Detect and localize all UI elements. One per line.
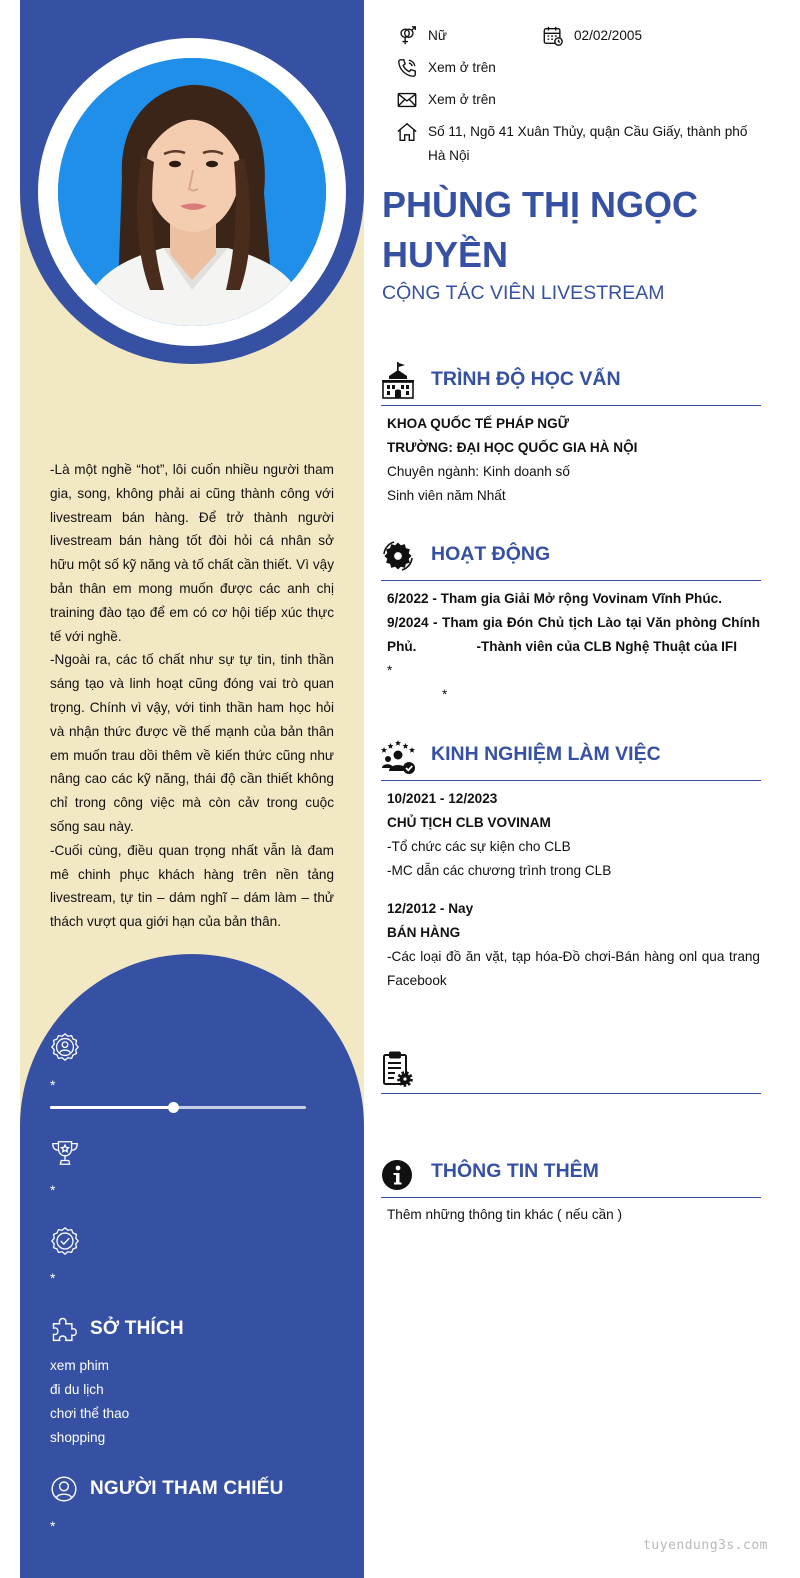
birthdate-value: 02/02/2005 [574, 28, 643, 43]
trophy-icon [50, 1138, 80, 1168]
objective-paragraph: -Ngoài ra, các tố chất như sự tự tin, tinh thần sáng tạo và linh hoạt cũng đóng vai trò quan trọng. Chính vì vậy, với tinh thần ham học hỏi và nhận thức được về thế mạnh của bản thân em muốn trau dồi thêm về kiến thức cũng như nâng cao các kỹ năng, thái độ cần thiết không chỉ trong công việc mà còn cảv trong cuộc sống sau này. [50, 652, 334, 834]
list-item: đi du lịch [50, 1382, 104, 1397]
job-detail: -Tổ chức các sự kiện cho CLB [387, 839, 571, 854]
references-title: NGƯỜI THAM CHIẾU [90, 1478, 284, 1499]
left-column [20, 0, 364, 1578]
badge-check-icon [50, 1226, 80, 1256]
job-detail: -MC dẫn các chương trình trong CLB [387, 863, 612, 878]
info-icon [381, 1154, 415, 1192]
hobbies-list [50, 1354, 129, 1450]
list-item: chơi thể thao [50, 1406, 130, 1421]
email-icon [396, 89, 418, 111]
phone-row [396, 56, 496, 80]
experience-job [387, 897, 760, 993]
phone-value: Xem ở trên [428, 60, 496, 75]
candidate-role: CỘNG TÁC VIÊN LIVESTREAM [382, 282, 665, 304]
education-year: Sinh viên năm Nhất [387, 488, 506, 503]
list-item: xem phim [50, 1358, 109, 1373]
hobbies-heading [50, 1315, 184, 1343]
objective-paragraph: -Cuối cùng, điều quan trọng nhất vẫn là đam mê chinh phục khách hàng trên nền tảng livestream, tự tin – dám nghĩ – dám làm – thử thách vượt qua giới hạn của bản thân. [50, 842, 334, 930]
job-period: 12/2012 - Nay [387, 901, 474, 916]
extra-body [387, 1203, 760, 1227]
activities-body [387, 587, 760, 707]
email-value: Xem ở trên [428, 92, 496, 107]
gender-value: Nữ [428, 28, 447, 43]
calendar-icon [542, 25, 564, 47]
education-school: TRƯỜNG: ĐẠI HỌC QUỐC GIA HÀ NỘI [387, 440, 638, 455]
education-body [387, 412, 760, 508]
education-faculty: KHOA QUỐC TẾ PHÁP NGỮ [387, 416, 569, 431]
portrait-image [58, 58, 326, 326]
extra-heading [381, 1150, 761, 1198]
avatar-frame [20, 20, 364, 364]
skill-level-knob[interactable] [168, 1102, 179, 1113]
experience-job [387, 787, 760, 883]
avatar [58, 58, 326, 326]
address-row [396, 120, 760, 168]
activity-item: 6/2022 - Tham gia Giải Mở rộng Vovinam Vĩnh Phúc. [387, 591, 722, 606]
career-objective [50, 458, 334, 934]
extra-title: THÔNG TIN THÊM [431, 1160, 599, 1182]
skills-placeholder: * [50, 1077, 56, 1093]
job-position: CHỦ TỊCH CLB VOVINAM [387, 815, 551, 830]
skill-level-slider[interactable] [50, 1106, 306, 1109]
education-heading [381, 358, 761, 406]
job-position: BÁN HÀNG [387, 925, 461, 940]
list-item: shopping [50, 1430, 106, 1445]
candidate-name: PHÙNG THỊ NGỌC HUYỀN [382, 184, 699, 275]
experience-title: KINH NGHIỆM LÀM VIỆC [431, 743, 661, 765]
puzzle-icon [50, 1315, 78, 1343]
phone-icon [396, 57, 418, 79]
clipboard-icon [381, 1050, 415, 1088]
job-period: 10/2021 - 12/2023 [387, 791, 498, 806]
empty-section-heading [381, 1046, 761, 1094]
awards-placeholder: * [50, 1182, 56, 1198]
activity-placeholder: * [442, 687, 448, 702]
activity-item: 9/2024 - Tham gia Đón Chủ tịch Lào tại Văn phòng Chính Phủ. -Thành viên của CLB Nghệ Thuật của IFI [387, 615, 760, 654]
experience-heading [381, 733, 761, 781]
birthdate-row [542, 24, 642, 48]
school-icon [381, 362, 415, 400]
references-placeholder: * [50, 1518, 56, 1534]
extra-text: Thêm những thông tin khác ( nếu cần ) [387, 1207, 623, 1222]
education-title: TRÌNH ĐỘ HỌC VẤN [431, 368, 621, 390]
job-detail: -Các loại đồ ăn vặt, tạp hóa-Đồ chơi-Bán hàng onl qua trang Facebook [387, 949, 760, 988]
gender-row [396, 24, 447, 48]
references-heading [50, 1475, 284, 1503]
address-value: Số 11, Ngõ 41 Xuân Thủy, quận Cầu Giấy, thành phố Hà Nội [428, 124, 748, 163]
activities-title: HOẠT ĐỘNG [431, 543, 551, 565]
home-icon [396, 121, 418, 143]
objective-paragraph: -Là một nghề “hot”, lôi cuốn nhiều người tham gia, song, không phải ai cũng thành công với livestream bán hàng. Để trở thành người livestream bán hàng tốt đòi hỏi cá nhân sở hữu một số kỹ năng và tố chất cần thiết. Vì vậy bản thân em mong muốn được các anh chị training đào tạo để em có cơ hội tiếp xúc thực tế với nghề. [50, 462, 334, 644]
activity-placeholder: * [387, 663, 393, 678]
gender-icon [396, 25, 418, 47]
gear-icon [381, 537, 415, 575]
hobbies-title: SỞ THÍCH [90, 1318, 184, 1339]
user-gear-icon [50, 1032, 80, 1062]
user-circle-icon [50, 1475, 78, 1503]
email-row [396, 88, 496, 112]
certificates-placeholder: * [50, 1270, 56, 1286]
education-major: Chuyên ngành: Kinh doanh số [387, 464, 570, 479]
team-icon [381, 737, 415, 775]
activities-heading [381, 533, 761, 581]
skill-level-fill [50, 1106, 173, 1109]
watermark: tuyendung3s.com [643, 1538, 768, 1553]
